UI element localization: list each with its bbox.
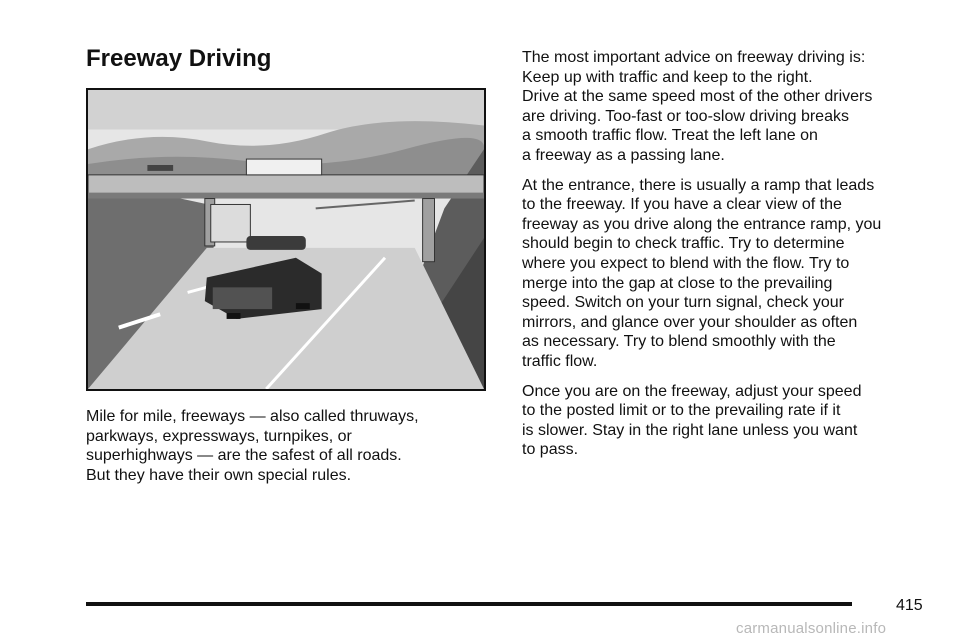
text-line: to pass. <box>522 441 579 459</box>
text-line: At the entrance, there is usually a ramp that leads <box>522 176 875 194</box>
text-line: speed. Switch on your turn signal, check your <box>522 294 844 312</box>
text-line: where you expect to blend with the flow. Try to <box>522 254 850 272</box>
text-line: But they have their own special rules. <box>86 466 352 484</box>
watermark: carmanualsonline.info <box>736 620 887 637</box>
entrance-paragraph <box>522 176 932 372</box>
page-title: Freeway Driving <box>86 45 272 72</box>
text-line: The most important advice on freeway driving is: <box>522 49 866 66</box>
advice-paragraph <box>522 48 932 166</box>
intro-paragraph <box>86 407 486 485</box>
right-column <box>522 48 932 470</box>
text-line: to the freeway. If you have a clear view of the <box>522 196 842 214</box>
text-line: to the posted limit or to the prevailing rate if it <box>522 402 841 420</box>
text-line: is slower. Stay in the right lane unless you want <box>522 421 858 439</box>
text-line: merge into the gap at close to the prevailing <box>522 274 833 292</box>
left-column <box>86 407 486 495</box>
text-line: are driving. Too-fast or too-slow driving breaks <box>522 107 849 125</box>
text-line: freeway as you drive along the entrance ramp, you <box>522 215 882 233</box>
text-line: a freeway as a passing lane. <box>522 146 725 164</box>
text-line: a smooth traffic flow. Treat the left lane on <box>522 127 818 145</box>
text-line: Once you are on the freeway, adjust your speed <box>522 382 862 400</box>
text-line: should begin to check traffic. Try to determine <box>522 235 845 253</box>
text-line: Drive at the same speed most of the other drivers <box>522 88 873 106</box>
text-line: mirrors, and glance over your shoulder as often <box>522 313 858 331</box>
freeway-illustration <box>86 88 486 391</box>
text-line: traffic flow. <box>522 352 598 370</box>
on-freeway-paragraph <box>522 382 932 460</box>
text-line: Mile for mile, freeways — also called thruways, <box>86 408 419 425</box>
page-number: 415 <box>896 597 923 614</box>
footer-rule <box>86 602 852 606</box>
text-line: parkways, expressways, turnpikes, or <box>86 427 352 445</box>
text-line: as necessary. Try to blend smoothly with the <box>522 333 836 351</box>
text-line: superhighways — are the safest of all roads. <box>86 447 402 465</box>
text-line: Keep up with traffic and keep to the right. <box>522 68 813 86</box>
freeway-overpass-illustration-icon <box>88 90 484 389</box>
